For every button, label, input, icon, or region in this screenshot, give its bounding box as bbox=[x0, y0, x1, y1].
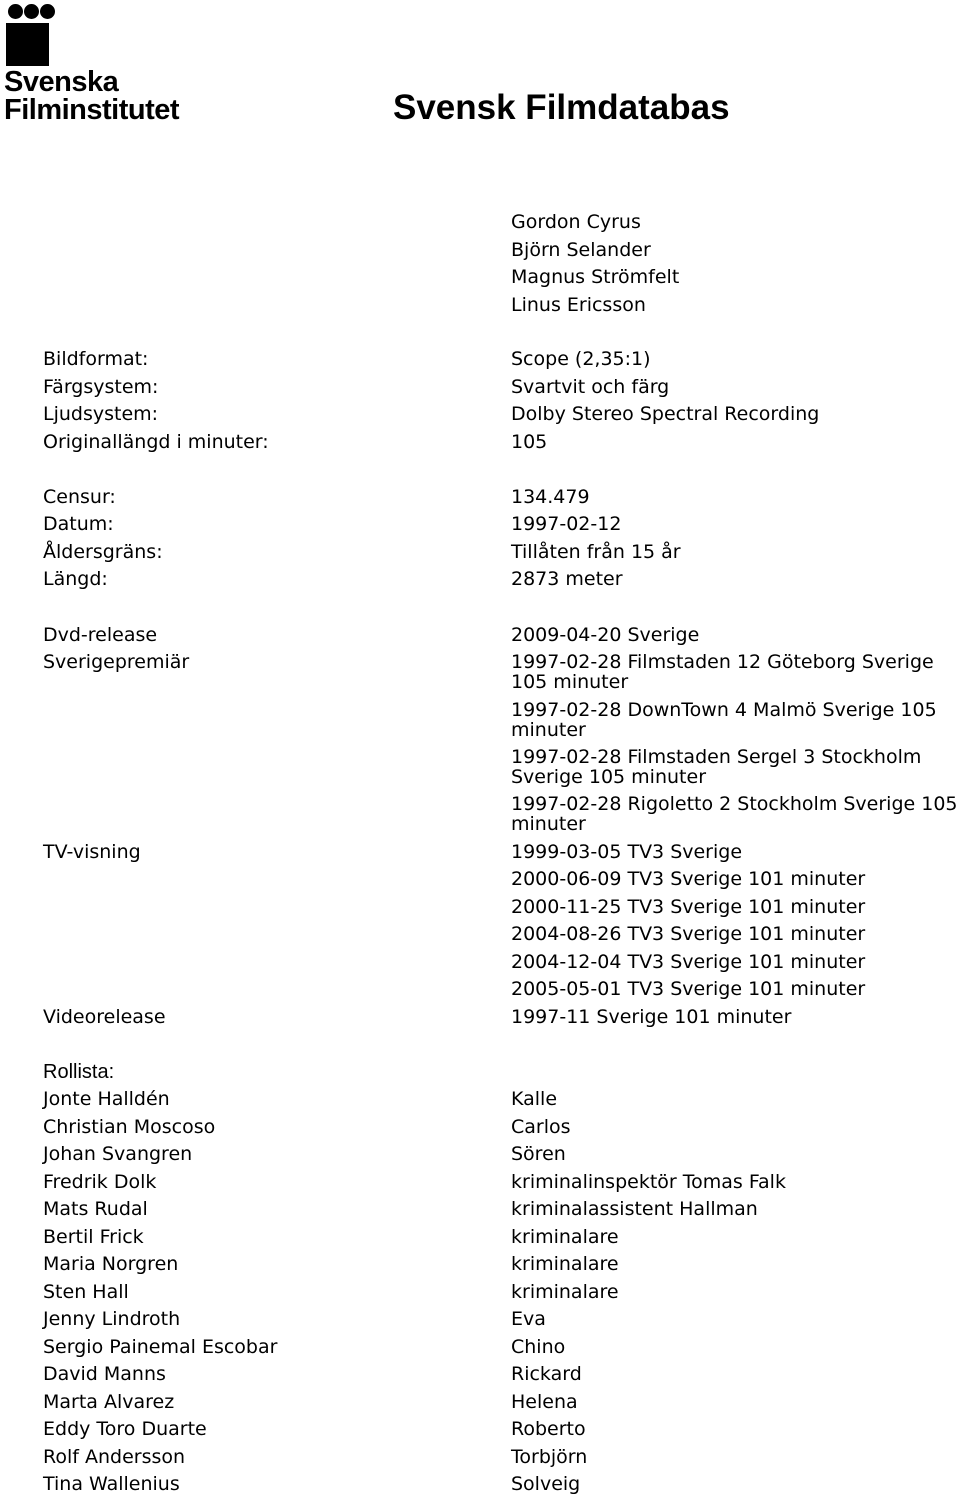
role-name: Roberto bbox=[511, 1418, 586, 1440]
release-detail: 1997-11 Sverige 101 minuter bbox=[511, 1005, 792, 1028]
crew-name: Magnus Strömfelt bbox=[511, 266, 680, 288]
field-value: Tillåten från 15 år bbox=[511, 540, 681, 563]
role-name: kriminalare bbox=[511, 1280, 619, 1303]
logo-text-line2: Filminstitutet bbox=[4, 94, 180, 126]
field-value: 2873 meter bbox=[511, 568, 623, 590]
field-value: 134.479 bbox=[511, 485, 590, 508]
actor-name: Marta Alvarez bbox=[43, 1390, 175, 1413]
role-name: Solveig bbox=[511, 1473, 581, 1495]
role-name: kriminalassistent Hallman bbox=[511, 1198, 758, 1220]
actor-name: Eddy Toro Duarte bbox=[43, 1418, 207, 1440]
field-label: Åldersgräns: bbox=[43, 540, 163, 563]
actor-name: Sergio Painemal Escobar bbox=[43, 1335, 278, 1358]
field-value: Dolby Stereo Spectral Recording bbox=[511, 403, 820, 425]
actor-name: David Manns bbox=[43, 1363, 166, 1385]
field-label: Originallängd i minuter: bbox=[43, 430, 269, 453]
release-type: Dvd-release bbox=[43, 623, 158, 646]
actor-name: Fredrik Dolk bbox=[43, 1170, 157, 1193]
crew-name: Björn Selander bbox=[511, 238, 651, 261]
field-label: Datum: bbox=[43, 513, 114, 535]
release-detail: 2000-11-25 TV3 Sverige 101 minuter bbox=[511, 895, 866, 918]
role-name: kriminalinspektör Tomas Falk bbox=[511, 1170, 786, 1193]
release-type: TV-visning bbox=[43, 840, 141, 863]
release-detail: 1999-03-05 TV3 Sverige bbox=[511, 840, 743, 863]
role-name: kriminalare bbox=[511, 1225, 619, 1248]
crew-name: Linus Ericsson bbox=[511, 293, 646, 316]
release-detail: 1997-02-28 Filmstaden Sergel 3 Stockholm Sverige 105 minuter bbox=[511, 745, 922, 788]
actor-name: Maria Norgren bbox=[43, 1253, 179, 1275]
svenska-filminstitutet-logo bbox=[2, 2, 202, 127]
release-detail: 1997-02-28 Filmstaden 12 Göteborg Sverige 105 minuter bbox=[511, 651, 934, 693]
role-name: kriminalare bbox=[511, 1253, 619, 1275]
actor-name: Christian Moscoso bbox=[43, 1115, 216, 1138]
role-name: Chino bbox=[511, 1335, 566, 1358]
crew-name: Gordon Cyrus bbox=[511, 211, 641, 233]
field-label: Ljudsystem: bbox=[43, 403, 159, 425]
logo-text-line1: Svenska bbox=[4, 66, 119, 98]
release-detail: 2000-06-09 TV3 Sverige 101 minuter bbox=[511, 868, 866, 890]
field-value: 105 bbox=[511, 430, 548, 453]
actor-name: Jenny Lindroth bbox=[43, 1308, 181, 1330]
role-name: Eva bbox=[511, 1308, 546, 1330]
field-value: Scope (2,35:1) bbox=[511, 348, 651, 370]
actor-name: Tina Wallenius bbox=[43, 1473, 180, 1495]
release-detail: 2004-08-26 TV3 Sverige 101 minuter bbox=[511, 923, 866, 945]
role-name: Carlos bbox=[511, 1115, 571, 1138]
release-detail: 1997-02-28 DownTown 4 Malmö Sverige 105 minuter bbox=[511, 698, 937, 741]
actor-name: Mats Rudal bbox=[43, 1198, 148, 1220]
role-name: Torbjörn bbox=[511, 1445, 588, 1468]
role-name: Kalle bbox=[511, 1088, 558, 1110]
field-label: Längd: bbox=[43, 568, 108, 590]
release-type: Sverigepremiär bbox=[43, 651, 190, 673]
actor-name: Bertil Frick bbox=[43, 1225, 144, 1248]
field-value: Svartvit och färg bbox=[511, 375, 670, 398]
role-name: Sören bbox=[511, 1143, 566, 1165]
actor-name: Jonte Halldén bbox=[43, 1088, 170, 1110]
role-name: Rickard bbox=[511, 1363, 582, 1385]
release-type: Videorelease bbox=[43, 1005, 166, 1028]
field-value: 1997-02-12 bbox=[511, 513, 622, 535]
page-title: Svensk Filmdatabas bbox=[393, 88, 730, 127]
actor-name: Johan Svangren bbox=[43, 1143, 193, 1165]
logo-square-icon bbox=[6, 23, 49, 66]
field-label: Censur: bbox=[43, 485, 116, 508]
actor-name: Rolf Andersson bbox=[43, 1445, 186, 1468]
field-label: Bildformat: bbox=[43, 348, 149, 370]
release-detail: 2009-04-20 Sverige bbox=[511, 623, 700, 646]
release-detail: 2004-12-04 TV3 Sverige 101 minuter bbox=[511, 950, 866, 973]
actor-name: Sten Hall bbox=[43, 1280, 129, 1303]
release-detail: 2005-05-01 TV3 Sverige 101 minuter bbox=[511, 978, 866, 1000]
release-detail: 1997-02-28 Rigoletto 2 Stockholm Sverige 105 minuter bbox=[511, 793, 958, 835]
field-label: Färgsystem: bbox=[43, 375, 159, 398]
cast-heading: Rollista: bbox=[43, 1060, 115, 1083]
role-name: Helena bbox=[511, 1390, 578, 1413]
